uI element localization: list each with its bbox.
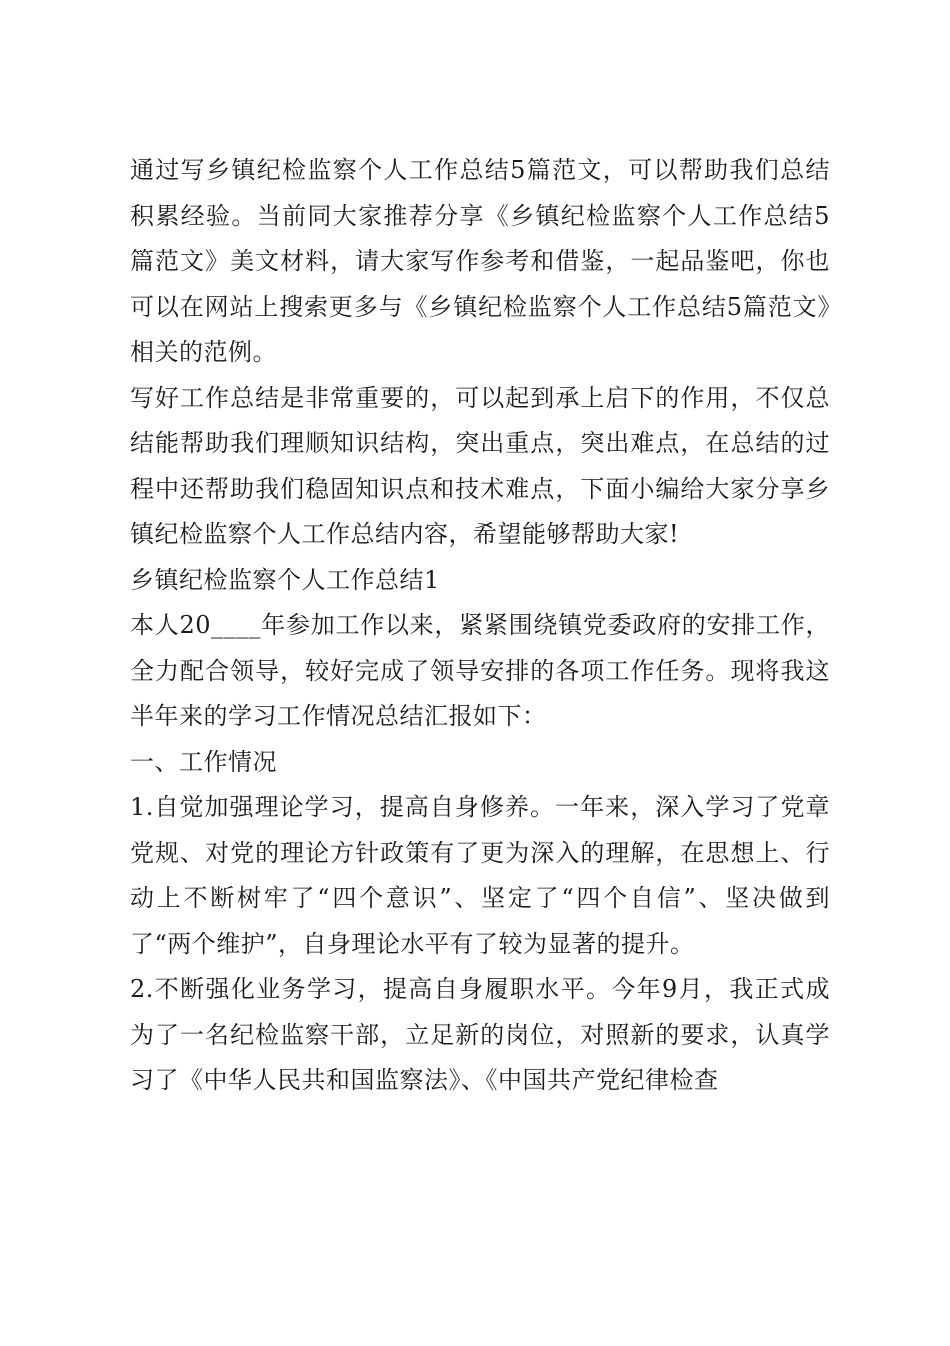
list-item: 2.不断强化业务学习，提高自身履职水平。今年9月，我正式成为了一名纪检监察干部，立足新的岗位，对照新的要求，认真学习了《中华人民共和国监察法》、《中国共产党纪律检查 [130,975,830,1094]
section-title: 乡镇纪检监察个人工作总结1 [130,565,440,594]
list-item: 1.自觉加强理论学习，提高自身修养。一年来，深入学习了党章党规、对党的理论方针政策有了更为深入的理解，在思想上、行动上不断树牢了“四个意识”、坚定了“四个自信”、坚决做到了“两个维护”，自身理论水平有了较为显著的提升。 [130,793,830,958]
intro-paragraph-2: 写好工作总结是非常重要的，可以起到承上启下的作用，不仅总结能帮助我们理顺知识结构，突出重点，突出难点，在总结的过程中还帮助我们稳固知识点和技术难点，下面小编给大家分享乡镇纪检监察个人工作总结内容，希望能够帮助大家! [130,383,830,548]
document-body [130,148,830,1104]
intro-paragraph: 通过写乡镇纪检监察个人工作总结5篇范文，可以帮助我们总结积累经验。当前同大家推荐分享《乡镇纪检监察个人工作总结5篇范文》美文材料，请大家写作参考和借鉴，一起品鉴吧，你也可以在网站上搜索更多与《乡镇纪检监察个人工作总结5篇范文》相关的范例。 [130,156,830,366]
subsection-heading: 一、工作情况 [130,747,277,776]
body-paragraph: 本人20____年参加工作以来，紧紧围绕镇党委政府的安排工作，全力配合领导，较好完成了领导安排的各项工作任务。现将我这半年来的学习工作情况总结汇报如下： [130,611,830,730]
